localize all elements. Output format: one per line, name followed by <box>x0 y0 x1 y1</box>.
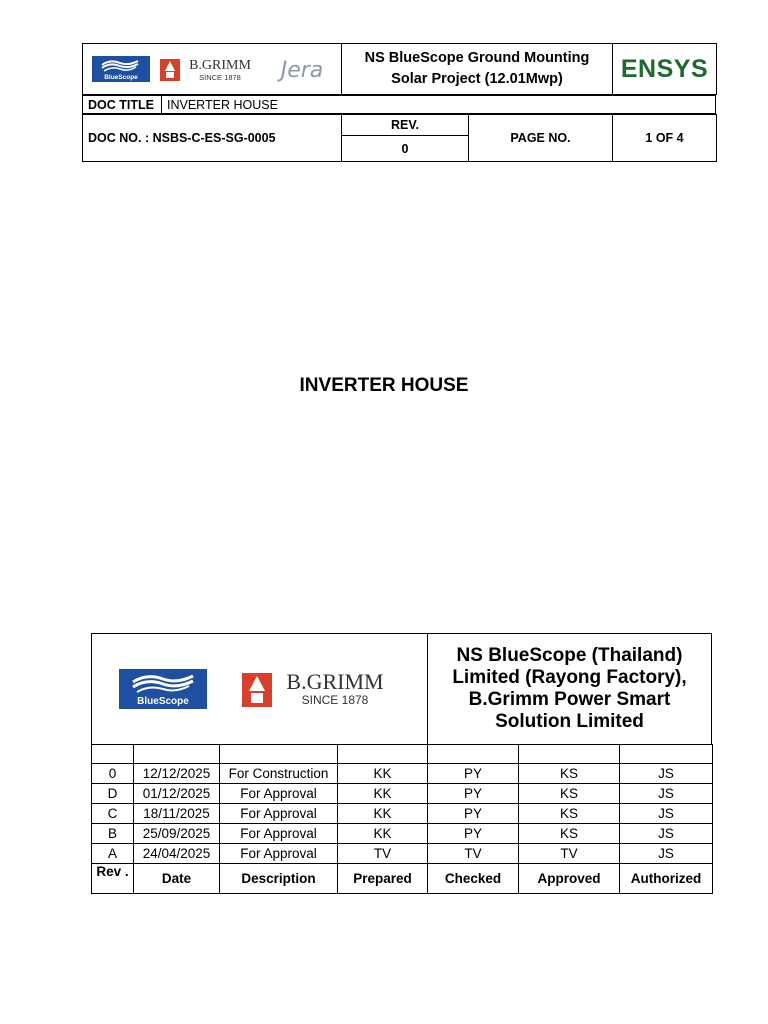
table-row <box>92 824 713 844</box>
owner-line-3: B.Grimm Power Smart <box>468 689 671 710</box>
table-row <box>92 764 713 784</box>
cell-prepared: KK <box>338 784 428 804</box>
cell-date: 01/12/2025 <box>134 784 220 804</box>
doc-number: DOC NO. : NSBS-C-ES-SG-0005 <box>83 115 342 162</box>
table-row-blank <box>92 745 713 764</box>
cell-prepared: TV <box>338 844 428 864</box>
header-checked: Checked <box>428 864 519 894</box>
svg-text:BlueScope: BlueScope <box>137 696 190 707</box>
cell-description: For Approval <box>220 824 338 844</box>
bgrimm-logo <box>160 56 262 82</box>
table-row <box>92 804 713 824</box>
cell-prepared: KK <box>338 824 428 844</box>
owner-line-2: Limited (Rayong Factory), <box>452 667 687 688</box>
cell-date: 25/09/2025 <box>134 824 220 844</box>
owner-names <box>428 634 712 745</box>
cell-checked: PY <box>428 824 519 844</box>
page-value: 1 OF 4 <box>613 115 717 162</box>
cell-description: For Approval <box>220 844 338 864</box>
bluescope-logo <box>92 56 150 82</box>
doc-title-value: INVERTER HOUSE <box>162 96 716 114</box>
header-logos-cell <box>83 44 342 95</box>
project-title-line1: NS BlueScope Ground Mounting <box>364 50 590 66</box>
page-title: INVERTER HOUSE <box>299 375 469 396</box>
cell-date: 12/12/2025 <box>134 764 220 784</box>
cell-approved: KS <box>519 784 620 804</box>
cell-prepared: KK <box>338 764 428 784</box>
cell-authorized: JS <box>620 804 713 824</box>
project-title-cell <box>342 44 613 95</box>
revision-owner-block <box>91 633 712 745</box>
bluescope-logo <box>119 669 207 709</box>
cell-checked: PY <box>428 804 519 824</box>
cell-prepared: KK <box>338 804 428 824</box>
rev-label: REV. <box>342 115 469 136</box>
cell-description: For Construction <box>220 764 338 784</box>
doc-number-block <box>82 114 717 162</box>
bgrimm-logo <box>240 669 400 709</box>
jera-logo <box>272 56 332 82</box>
svg-text:BlueScope: BlueScope <box>104 74 138 81</box>
owner-line-1: NS BlueScope (Thailand) <box>456 645 683 666</box>
doc-title-label: DOC TITLE <box>83 96 162 114</box>
table-header-row <box>92 864 713 894</box>
revision-logos-cell <box>92 634 428 745</box>
header-prepared: Prepared <box>338 864 428 894</box>
company-logo-ensys: ENSYS <box>613 44 717 95</box>
cell-rev: C <box>92 804 134 824</box>
header-description: Description <box>220 864 338 894</box>
cell-authorized: JS <box>620 824 713 844</box>
cell-checked: PY <box>428 764 519 784</box>
cell-description: For Approval <box>220 784 338 804</box>
cell-checked: PY <box>428 784 519 804</box>
header-rev: Rev . <box>92 864 134 894</box>
owner-line-4: Solution Limited <box>495 711 644 732</box>
cell-approved: KS <box>519 804 620 824</box>
svg-text:SINCE 1878: SINCE 1878 <box>301 693 369 707</box>
cell-date: 18/11/2025 <box>134 804 220 824</box>
cell-approved: TV <box>519 844 620 864</box>
header-approved: Approved <box>519 864 620 894</box>
cell-authorized: JS <box>620 844 713 864</box>
cell-checked: TV <box>428 844 519 864</box>
rev-value: 0 <box>342 136 469 162</box>
table-row <box>92 844 713 864</box>
svg-text:SINCE 1878: SINCE 1878 <box>199 73 241 82</box>
cell-rev: A <box>92 844 134 864</box>
cell-rev: D <box>92 784 134 804</box>
header-authorized: Authorized <box>620 864 713 894</box>
cell-rev: 0 <box>92 764 134 784</box>
svg-text:B.GRIMM: B.GRIMM <box>286 669 384 694</box>
cell-authorized: JS <box>620 764 713 784</box>
table-row <box>92 784 713 804</box>
svg-text:Jera: Jera <box>280 58 324 82</box>
cell-description: For Approval <box>220 804 338 824</box>
cell-approved: KS <box>519 824 620 844</box>
project-title-line2: Solar Project (12.01Mwp) <box>391 71 563 87</box>
cell-approved: KS <box>519 764 620 784</box>
header-date: Date <box>134 864 220 894</box>
document-header <box>82 43 717 95</box>
svg-text:B.GRIMM: B.GRIMM <box>189 58 251 73</box>
cell-date: 24/04/2025 <box>134 844 220 864</box>
page-label: PAGE NO. <box>469 115 613 162</box>
cell-rev: B <box>92 824 134 844</box>
doc-title-row <box>82 95 716 114</box>
cell-authorized: JS <box>620 784 713 804</box>
revision-table <box>91 744 713 894</box>
